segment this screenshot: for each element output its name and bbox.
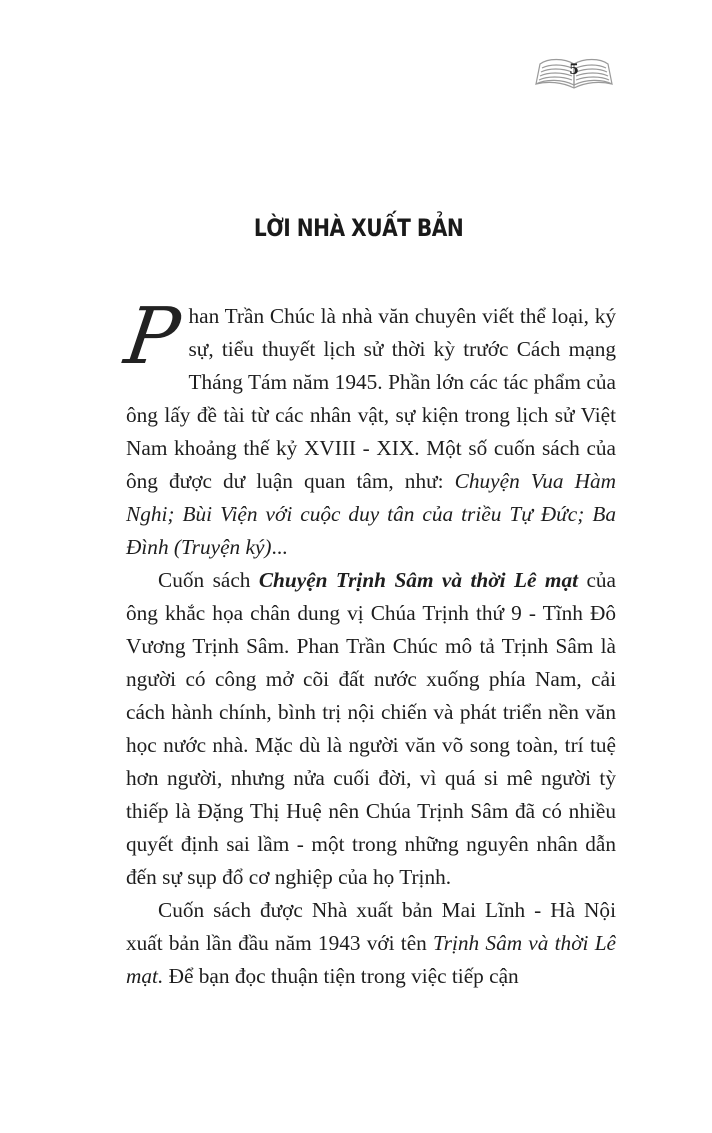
page-number-badge — [534, 52, 614, 96]
paragraph-3-text: Để bạn đọc thuận tiện trong việc tiếp cận — [163, 964, 519, 988]
drop-cap: P — [119, 292, 185, 382]
paragraph-1-ellipsis: ... — [271, 535, 288, 559]
paragraph-2-lead: Cuốn sách — [158, 568, 259, 592]
paragraph-2 — [126, 564, 616, 894]
page-title: LỜI NHÀ XUẤT BẢN — [253, 214, 464, 242]
page-number: 5 — [569, 62, 579, 78]
paragraph-1 — [119, 292, 616, 564]
paragraph-3-lead: Cuốn sách được Nhà xuất bản Mai Lĩnh - Hà Nội xuất bản lần đầu năm 1943 với tên — [126, 898, 616, 955]
paragraph-1-text: han Trần Chúc là nhà văn chuyên viết thể loại, ký sự, tiểu thuyết lịch sử thời kỳ trước Cách mạng Tháng Tám năm 1945. Phần lớn các tác phẩm của ông lấy đề tài từ các nhân vật, sự kiện trong lịch sử Việt Nam khoảng thế kỷ XVIII - XIX. Một số cuốn sách của ông được dư luận quan tâm, như: — [126, 304, 616, 493]
body-text — [119, 292, 616, 993]
paragraph-2-text: của ông khắc họa chân dung vị Chúa Trịnh thứ 9 - Tĩnh Đô Vương Trịnh Sâm. Phan Trần Chúc mô tả Trịnh Sâm là người có công mở cõi đất nước xuống phía Nam, cải cách hành chính, bình trị nội chiến và phát triển nền văn học nước nhà. Mặc dù là người văn võ song toàn, trí tuệ hơn người, nhưng nửa cuối đời, vì quá si mê người tỳ thiếp là Đặng Thị Huệ nên Chúa Trịnh Sâm đã có nhiều quyết định sai lầm - một trong những nguyên nhân dẫn đến sự sụp đổ cơ nghiệp của họ Trịnh. — [126, 568, 616, 889]
paragraph-2-book-title: Chuyện Trịnh Sâm và thời Lê mạt — [258, 568, 579, 592]
paragraph-1-works: Chuyện Vua Hàm Nghi; Bùi Viện với cuộc duy tân của triều Tự Đức; Ba Đình (Truyện ký) — [126, 469, 616, 559]
paragraph-3-original-title: Trịnh Sâm và thời Lê mạt. — [126, 931, 616, 988]
paragraph-3 — [126, 894, 616, 993]
